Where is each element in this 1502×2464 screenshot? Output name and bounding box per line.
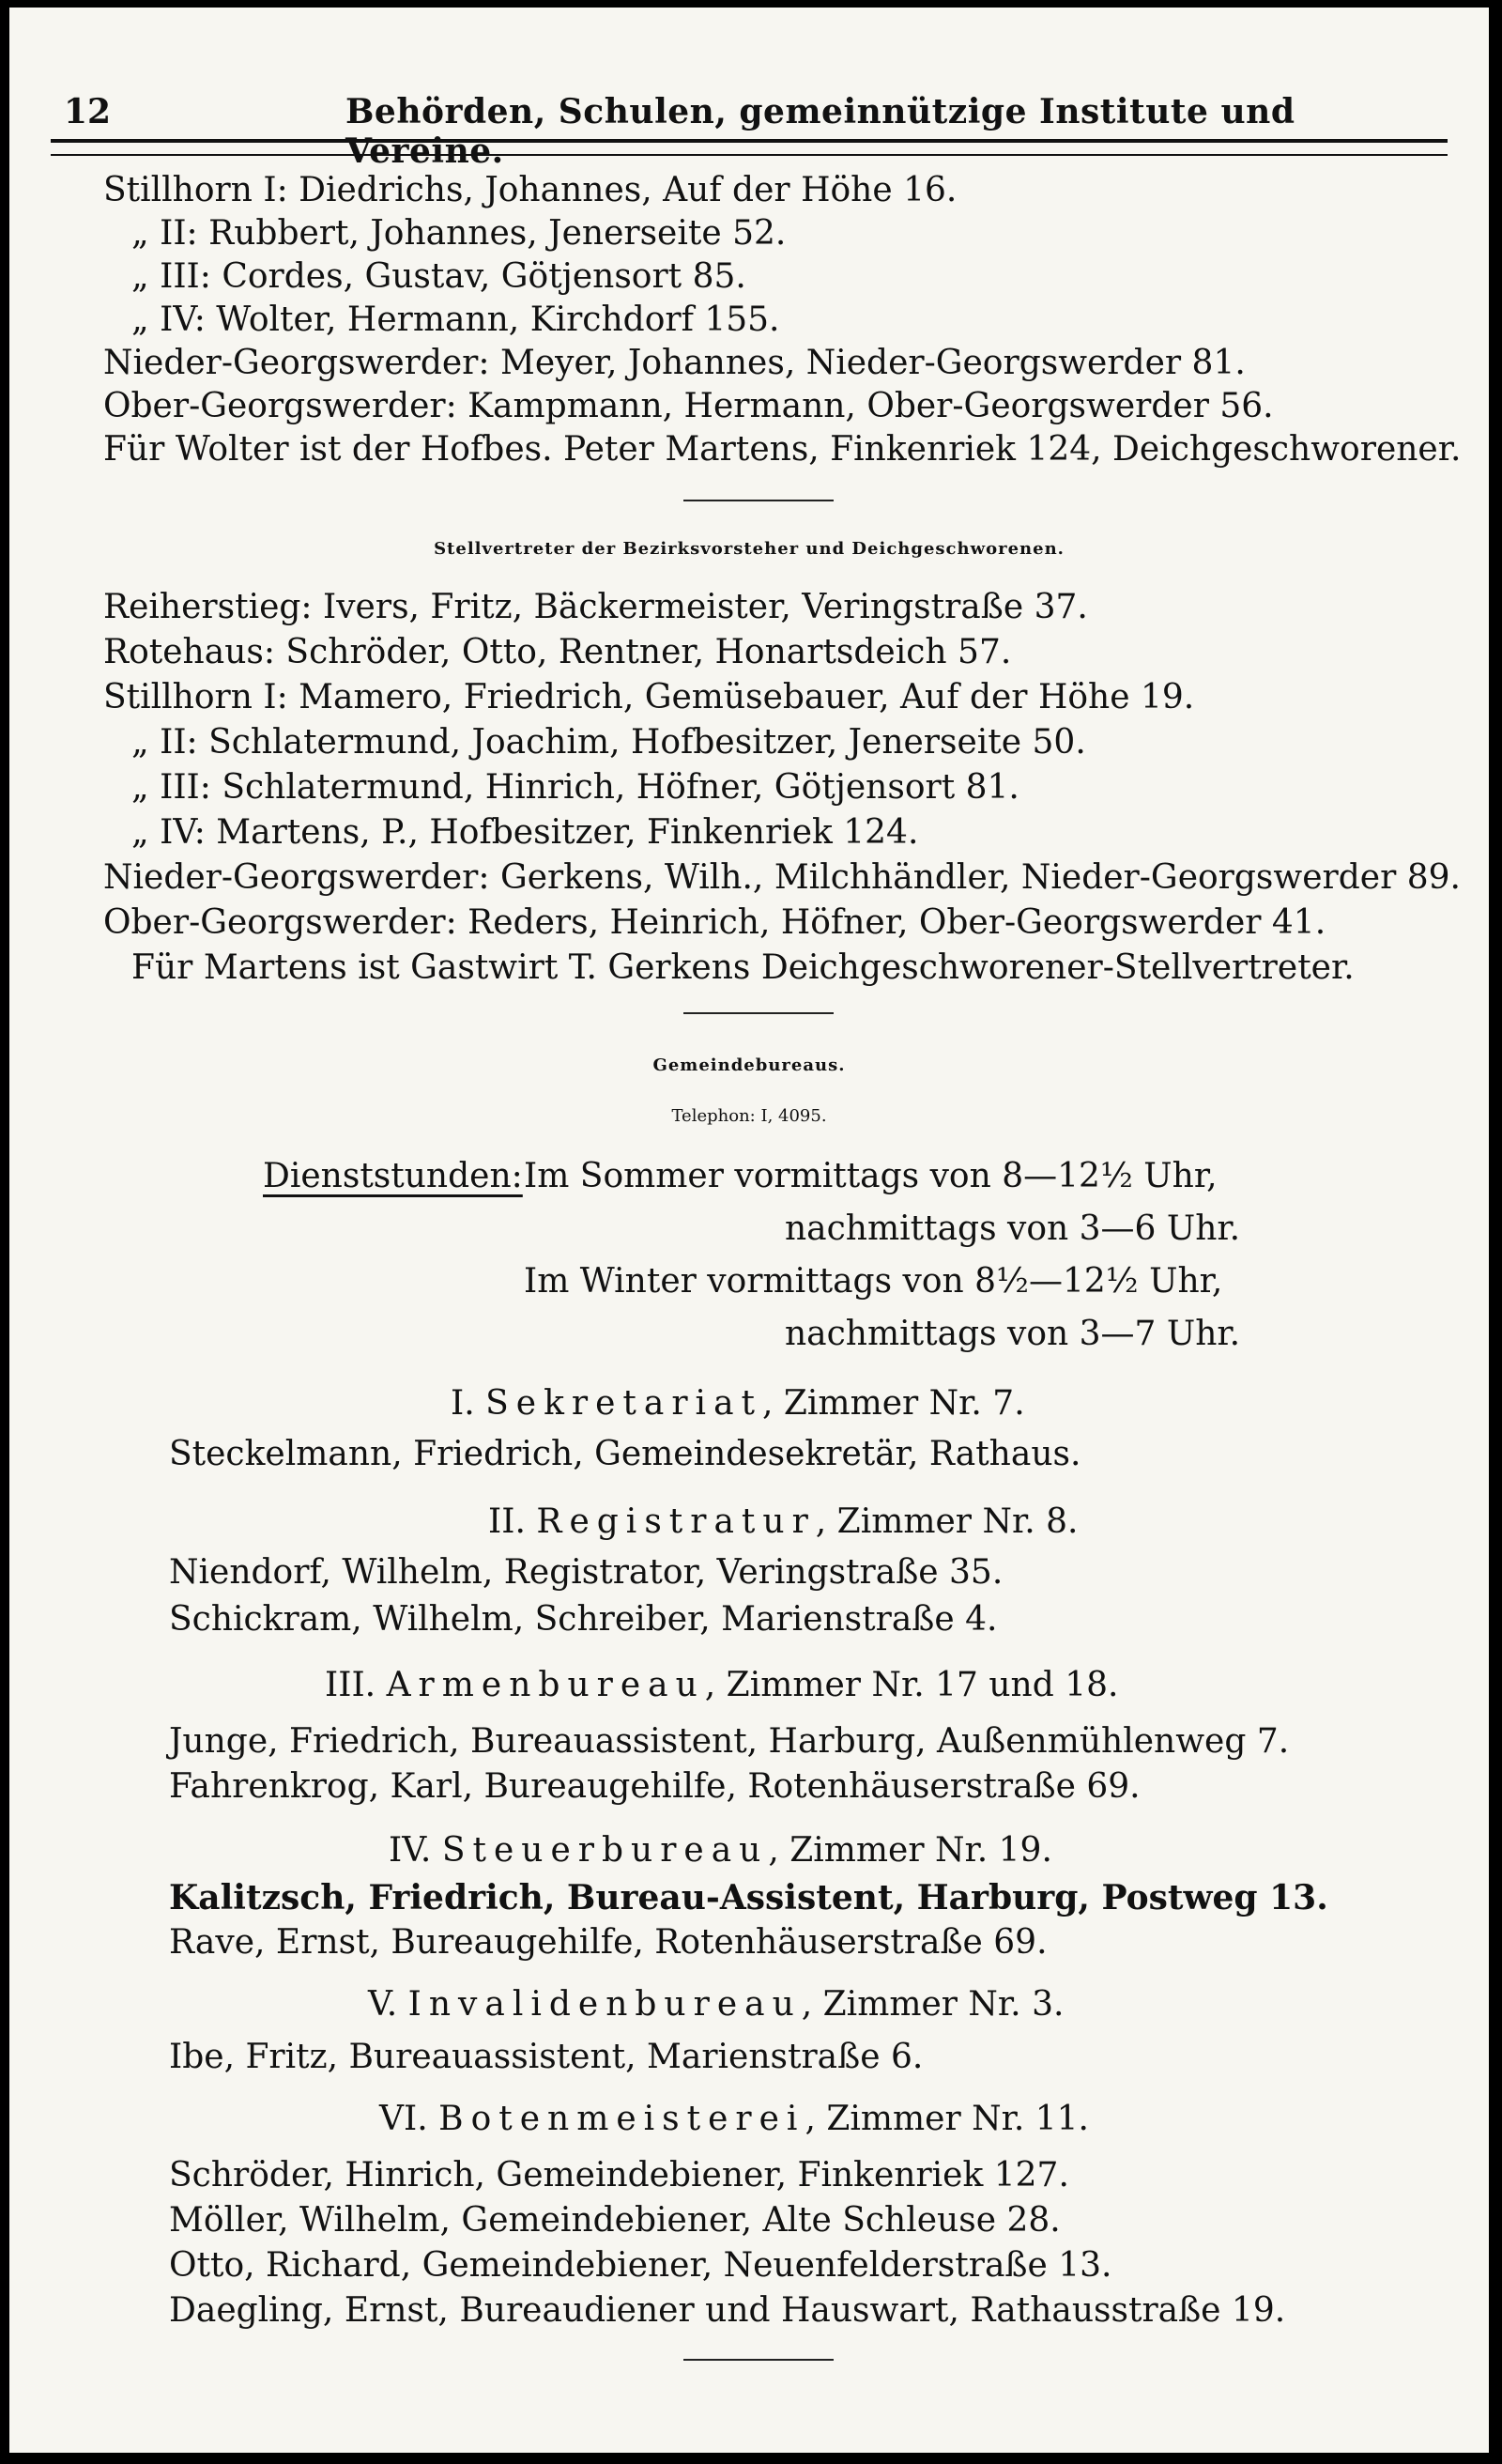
list-item: „ III: Schlatermund, Hinrich, Höfner, Götjensort 81. xyxy=(131,768,1019,807)
list-item: Ober-Georgswerder: Reders, Heinrich, Höfner, Ober-Georgswerder 41. xyxy=(103,903,1326,942)
department-room: , Zimmer Nr. 3. xyxy=(801,1985,1065,2024)
list-item: Junge, Friedrich, Bureauassistent, Harburg, Außenmühlenweg 7. xyxy=(169,1722,1290,1761)
department-room: , Zimmer Nr. 19. xyxy=(768,1831,1052,1870)
department-name: Sekretariat xyxy=(485,1384,763,1423)
list-item: Schröder, Hinrich, Gemeindebiener, Finkenriek 127. xyxy=(169,2156,1069,2194)
department-numeral: VI. xyxy=(379,2100,428,2138)
list-item: Daegling, Ernst, Bureaudiener und Hauswart, Rathausstraße 19. xyxy=(169,2291,1286,2330)
department-heading xyxy=(488,1501,1078,1544)
hours-line: nachmittags von 3—7 Uhr. xyxy=(785,1315,1241,1353)
list-item: Reiherstieg: Ivers, Fritz, Bäckermeister, Veringstraße 37. xyxy=(103,588,1088,626)
header-rule xyxy=(51,139,1448,156)
hours-line: Im Winter vormittags von 8½—12½ Uhr, xyxy=(524,1262,1223,1301)
hours-label: Dienststunden: xyxy=(263,1157,523,1195)
hours-line: nachmittags von 3—6 Uhr. xyxy=(785,1209,1241,1248)
department-numeral: I. xyxy=(451,1384,475,1423)
document-page xyxy=(9,8,1489,2453)
department-numeral: V. xyxy=(368,1985,398,2024)
list-item: Rave, Ernst, Bureaugehilfe, Rotenhäuserstraße 69. xyxy=(169,1923,1048,1962)
list-item: Fahrenkrog, Karl, Bureaugehilfe, Rotenhäuserstraße 69. xyxy=(169,1767,1141,1806)
list-item: „ IV: Martens, P., Hofbesitzer, Finkenriek 124. xyxy=(131,813,919,852)
list-item: Nieder-Georgswerder: Meyer, Johannes, Nieder-Georgswerder 81. xyxy=(103,344,1246,382)
department-heading xyxy=(379,2098,1089,2141)
department-room: , Zimmer Nr. 17 und 18. xyxy=(704,1666,1119,1704)
page-header xyxy=(64,90,1434,171)
list-item: „ II: Schlatermund, Joachim, Hofbesitzer, Jenerseite 50. xyxy=(131,723,1086,762)
section-heading-deputies: Stellvertreter der Bezirksvorsteher und Deichgeschworenen. xyxy=(434,539,1065,559)
list-item: Möller, Wilhelm, Gemeindebiener, Alte Schleuse 28. xyxy=(169,2201,1061,2240)
department-room: , Zimmer Nr. 7. xyxy=(762,1384,1025,1423)
list-item: Schickram, Wilhelm, Schreiber, Marienstraße 4. xyxy=(169,1600,998,1639)
department-heading xyxy=(451,1382,1025,1425)
list-item: Stillhorn I: Mamero, Friedrich, Gemüsebauer, Auf der Höhe 19. xyxy=(103,678,1195,716)
separator xyxy=(683,1012,834,1014)
department-room: , Zimmer Nr. 8. xyxy=(815,1502,1079,1541)
list-item: Für Martens ist Gastwirt T. Gerkens Deichgeschworener-Stellvertreter. xyxy=(131,948,1355,987)
list-item: Steckelmann, Friedrich, Gemeindesekretär, Rathaus. xyxy=(169,1435,1081,1473)
separator xyxy=(683,2359,834,2361)
department-name: Invalidenbureau xyxy=(407,1985,802,2024)
department-name: Botenmeisterei xyxy=(438,2100,805,2138)
department-name: Registratur xyxy=(536,1502,816,1541)
running-title: Behörden, Schulen, gemeinnützige Institute und Vereine. xyxy=(345,92,1295,171)
list-item: Für Wolter ist der Hofbes. Peter Martens, Finkenriek 124, Deichgeschworener. xyxy=(103,430,1462,469)
department-name: Steuerbureau xyxy=(441,1831,769,1870)
list-item: „ II: Rubbert, Johannes, Jenerseite 52. xyxy=(131,214,787,253)
hours-line: Im Sommer vormittags von 8—12½ Uhr, xyxy=(524,1157,1218,1195)
list-item: Otto, Richard, Gemeindebiener, Neuenfelderstraße 13. xyxy=(169,2246,1112,2285)
list-item: „ III: Cordes, Gustav, Götjensort 85. xyxy=(131,257,746,296)
department-heading xyxy=(368,1983,1064,2026)
page-number: 12 xyxy=(64,92,112,131)
list-item: Kalitzsch, Friedrich, Bureau-Assistent, Harburg, Postweg 13. xyxy=(169,1878,1328,1917)
section-heading-bureau: Gemeindebureaus. xyxy=(652,1055,846,1075)
list-item: Nieder-Georgswerder: Gerkens, Wilh., Milchhändler, Nieder-Georgswerder 89. xyxy=(103,858,1461,897)
department-numeral: IV. xyxy=(389,1831,432,1870)
list-item: Rotehaus: Schröder, Otto, Rentner, Honartsdeich 57. xyxy=(103,633,1012,671)
department-numeral: III. xyxy=(325,1666,376,1704)
department-name: Armenbureau xyxy=(386,1666,705,1704)
list-item: Ibe, Fritz, Bureauassistent, Marienstraße 6. xyxy=(169,2038,924,2076)
department-heading xyxy=(389,1829,1052,1872)
list-item: Ober-Georgswerder: Kampmann, Hermann, Ober-Georgswerder 56. xyxy=(103,387,1274,425)
department-numeral: II. xyxy=(488,1502,526,1541)
separator xyxy=(683,500,834,501)
department-room: , Zimmer Nr. 11. xyxy=(805,2100,1089,2138)
list-item: „ IV: Wolter, Hermann, Kirchdorf 155. xyxy=(131,300,780,339)
list-item: Niendorf, Wilhelm, Registrator, Veringstraße 35. xyxy=(169,1553,1004,1592)
telephone: Telephon: I, 4095. xyxy=(671,1106,827,1126)
list-item: Stillhorn I: Diedrichs, Johannes, Auf der Höhe 16. xyxy=(103,171,958,209)
department-heading xyxy=(325,1664,1118,1707)
